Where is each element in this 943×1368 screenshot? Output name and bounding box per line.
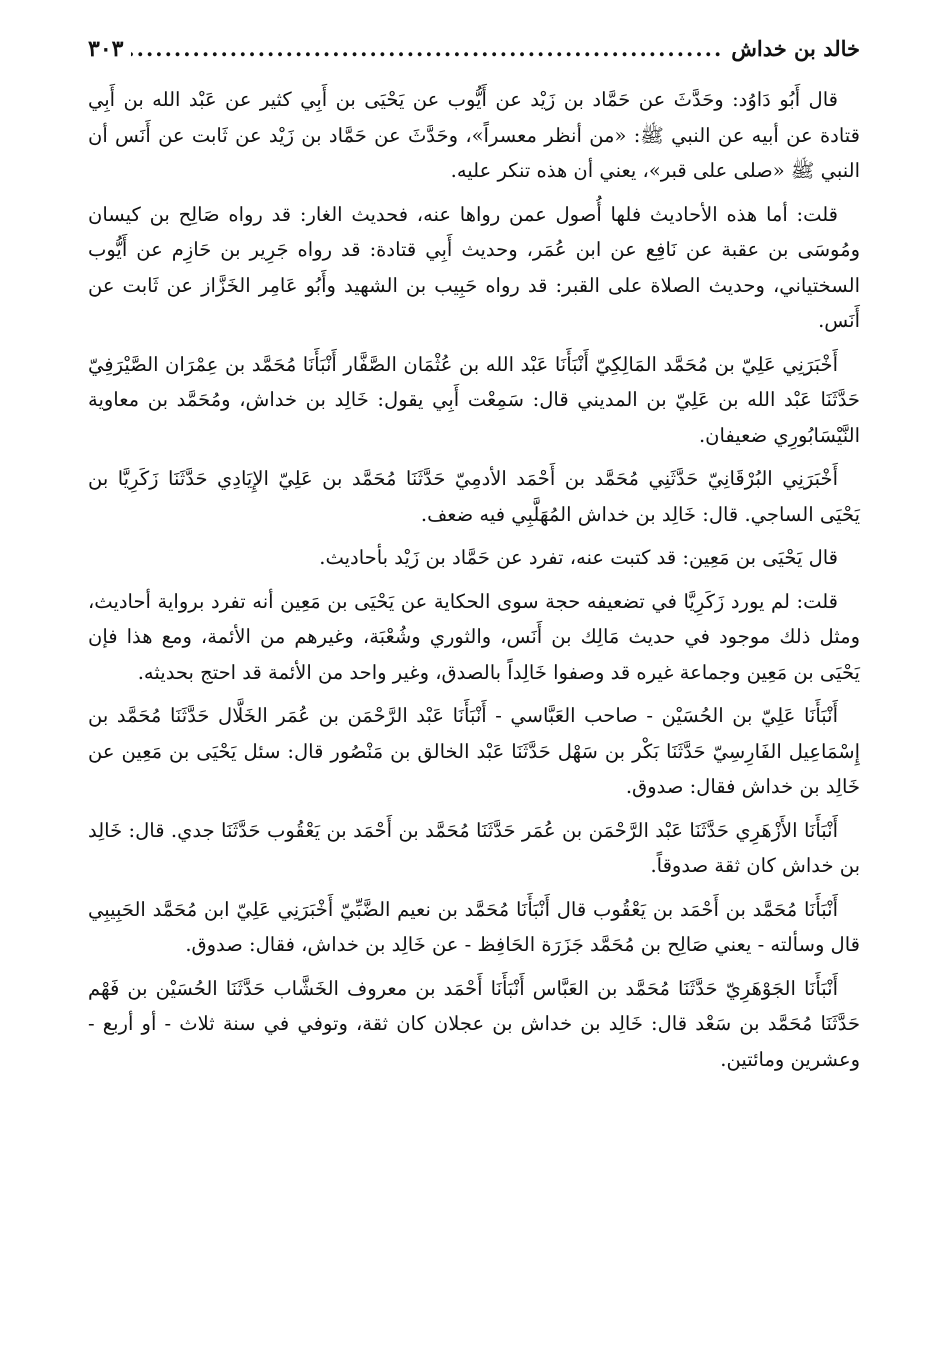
paragraph: أَنْبَأَنَا الأَزْهَرِي حَدَّثَنَا عَبْد الرَّحْمَن بن عُمَر حَدَّثَنَا مُحَمَّد بن أَحْمَد بن يَعْقُوب حَدَّثَنَا جدي. قال: خَالِد بن خداش كان ثقة صدوقاً. [88,818,860,877]
document-page [88,36,860,1085]
paragraph: قلت: لم يورد زَكَرِيَّا في تضعيفه حجة سوى الحكاية عن يَحْيَى بن مَعِين أنه تفرد برواية أحاديث، ومثل ذلك موجود في حديث مَالِك بن أَنَس، والثوري وشُعْبَة، وغيرهم من الأئمة، ومع هذا فإن يَحْيَى بن مَعِين وجماعة غيره قد وصفوا خَالِداً بالصدق، وغير واحد من الأئمة قد احتج بحديثه. [88,589,860,684]
paragraph: أَنْبَأَنَا مُحَمَّد بن أَحْمَد بن يَعْقُوب قال أَنْبَأَنَا مُحَمَّد بن نعيم الضَّبِّيّ أَخْبَرَنِي عَلِيّ ابن مُحَمَّد الحَبِيبِي قال وسألته - يعني صَالِح بن مُحَمَّد جَزَرَة الحَافِظ - عن خَالِد بن خداش، فقال: صدوق. [88,897,860,956]
leader-dots [131,36,723,61]
paragraph: أَخْبَرَنِي البُرْقَانِيّ حَدَّثَنِي مُحَمَّد بن أَحْمَد الأدمِيّ حَدَّثَنَا مُحَمَّد بن عَلِيّ الإِيَادِي حَدَّثَنَا زَكَرِيَّا بن يَحْيَى الساجي. قال: خَالِد بن خداش المُهَلَّبِي فيه ضعف. [88,467,860,526]
paragraph: قال يَحْيَى بن مَعِين: قد كتبت عنه، تفرد عن حَمَّاد بن زَيْد بأحاديث. [319,546,838,569]
paragraph: أَخْبَرَنِي عَلِيّ بن مُحَمَّد المَالِكِيّ أَنْبَأَنَا عَبْد الله بن عُثْمَان الصَّفَّار أَنْبَأَنَا مُحَمَّد بن عِمْرَان الصَّيْرَفِيّ حَدَّثَنَا عَبْد الله بن عَلِيّ بن المديني قال: سَمِعْت أَبِي يقول: خَالِد بن خداش، ومُحَمَّد بن معاوية النَّيْسَابُورِي ضعيفان. [88,352,860,447]
paragraph: قال أَبُو دَاوُد: وحَدَّثَ عن حَمَّاد بن زَيْد عن أَيُّوب عن يَحْيَى بن أَبِي كثير عن عَبْد الله بن أَبِي قتادة عن أبيه عن النبي ﷺ: «من أنظر معسراً»، وحَدَّثَ عن حَمَّاد بن زَيْد عن ثَابت عن أَنَس أن النبي ﷺ «صلى على قبر»، يعني أن هذه تنكر عليه. [88,88,860,182]
paragraph: قلت: أما هذه الأحاديث فلها أُصول عمن رواها عنه، فحديث الغار: قد رواه صَالِح بن كيسان ومُوسَى بن عقبة عن نَافِع عن ابن عُمَر، وحديث أَبِي قتادة: قد رواه جَرِير بن حَازِم عن أَيُّوب السختياني، وحديث الصلاة على القبر: قد رواه حَبِيب بن الشهيد وأَبُو عَامِر الخَزَّاز عن ثَابت عن أَنَس. [88,202,860,332]
page-number: ٣٠٣ [88,36,124,62]
running-title: خالد بن خداش [731,36,860,61]
paragraph: أَنْبَأَنَا الجَوْهَرِيّ حَدَّثَنَا مُحَمَّد بن العَبَّاس أَنْبَأَنَا أَحْمَد بن معروف الخَشَّاب حَدَّثَنَا الحُسَيْن بن فَهْم حَدَّثَنَا مُحَمَّد بن سَعْد قال: خَالِد بن خداش بن عجلان كان ثقة، وتوفي في سنة ثلاث - أو أربع - وعشرين ومائتين. [88,976,860,1071]
page-header [88,36,860,82]
paragraph: أَنْبَأَنَا عَلِيّ بن الحُسَيْن - صاحب العَبَّاسي - أَنْبَأَنَا عَبْد الرَّحْمَن بن عُمَر الخَلَّال حَدَّثَنَا مُحَمَّد بن إِسْمَاعِيل الفَارِسِيّ حَدَّثَنَا بَكْر بن سَهْل حَدَّثَنَا عَبْد الخالق بن مَنْصُور قال: سئل يَحْيَى بن مَعِين عن خَالِد بن خداش فقال: صدوق. [88,704,860,798]
